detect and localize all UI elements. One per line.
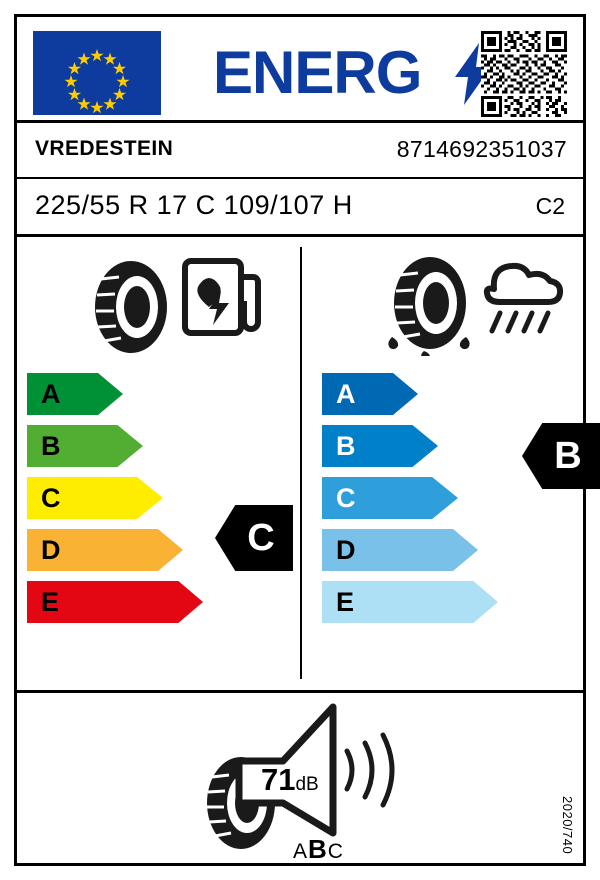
ean-code: 8714692351037 — [396, 136, 567, 162]
wet-grade-e-letter: E — [336, 587, 355, 617]
regulation-reference: 2020/740 — [560, 795, 575, 854]
tyre-size-row — [17, 179, 583, 237]
fuel-grade-d-letter: D — [41, 535, 61, 565]
qr-code-icon — [481, 31, 567, 117]
noise-class-b: B — [308, 834, 328, 864]
energy-wordmark: ENERG — [213, 39, 422, 106]
wet-result-letter: B — [554, 435, 582, 477]
fuel-grade-a-letter: A — [41, 379, 61, 409]
label-frame — [14, 14, 586, 866]
fuel-result-arrow — [215, 505, 293, 571]
eu-stars-icon — [33, 31, 161, 115]
noise-class-a: A — [293, 840, 309, 863]
wet-grade-d-letter: D — [336, 535, 356, 565]
fuel-grade-e-letter: E — [41, 587, 60, 617]
brand-row — [17, 123, 583, 179]
fuel-result-letter: C — [247, 517, 275, 559]
tyre-rain-cloud-icon — [378, 251, 568, 356]
eu-flag-icon — [33, 31, 161, 115]
wet-result-arrow — [522, 423, 600, 489]
fuel-grade-c-letter: C — [41, 483, 61, 513]
noise-class-scale — [293, 834, 344, 865]
brand-name: VREDESTEIN — [35, 137, 174, 160]
noise-db-unit: dB — [295, 774, 319, 795]
wet-grade-b-letter: B — [336, 431, 356, 461]
wet-grade-c-letter: C — [336, 483, 356, 513]
noise-db-number: 71 — [261, 762, 296, 797]
noise-value — [261, 763, 319, 802]
fuel-grade-b-letter: B — [41, 431, 61, 461]
wet-grade-a-letter: A — [336, 379, 356, 409]
tyre-class: C2 — [535, 193, 565, 219]
tyre-size: 225/55 R 17 C 109/107 H — [35, 190, 353, 220]
fuel-efficiency-column — [17, 237, 300, 693]
tyre-fuel-pump-icon — [79, 251, 269, 356]
ratings-section — [17, 237, 583, 693]
label-header — [17, 17, 583, 123]
noise-section — [17, 693, 583, 866]
noise-class-c: C — [327, 840, 344, 863]
